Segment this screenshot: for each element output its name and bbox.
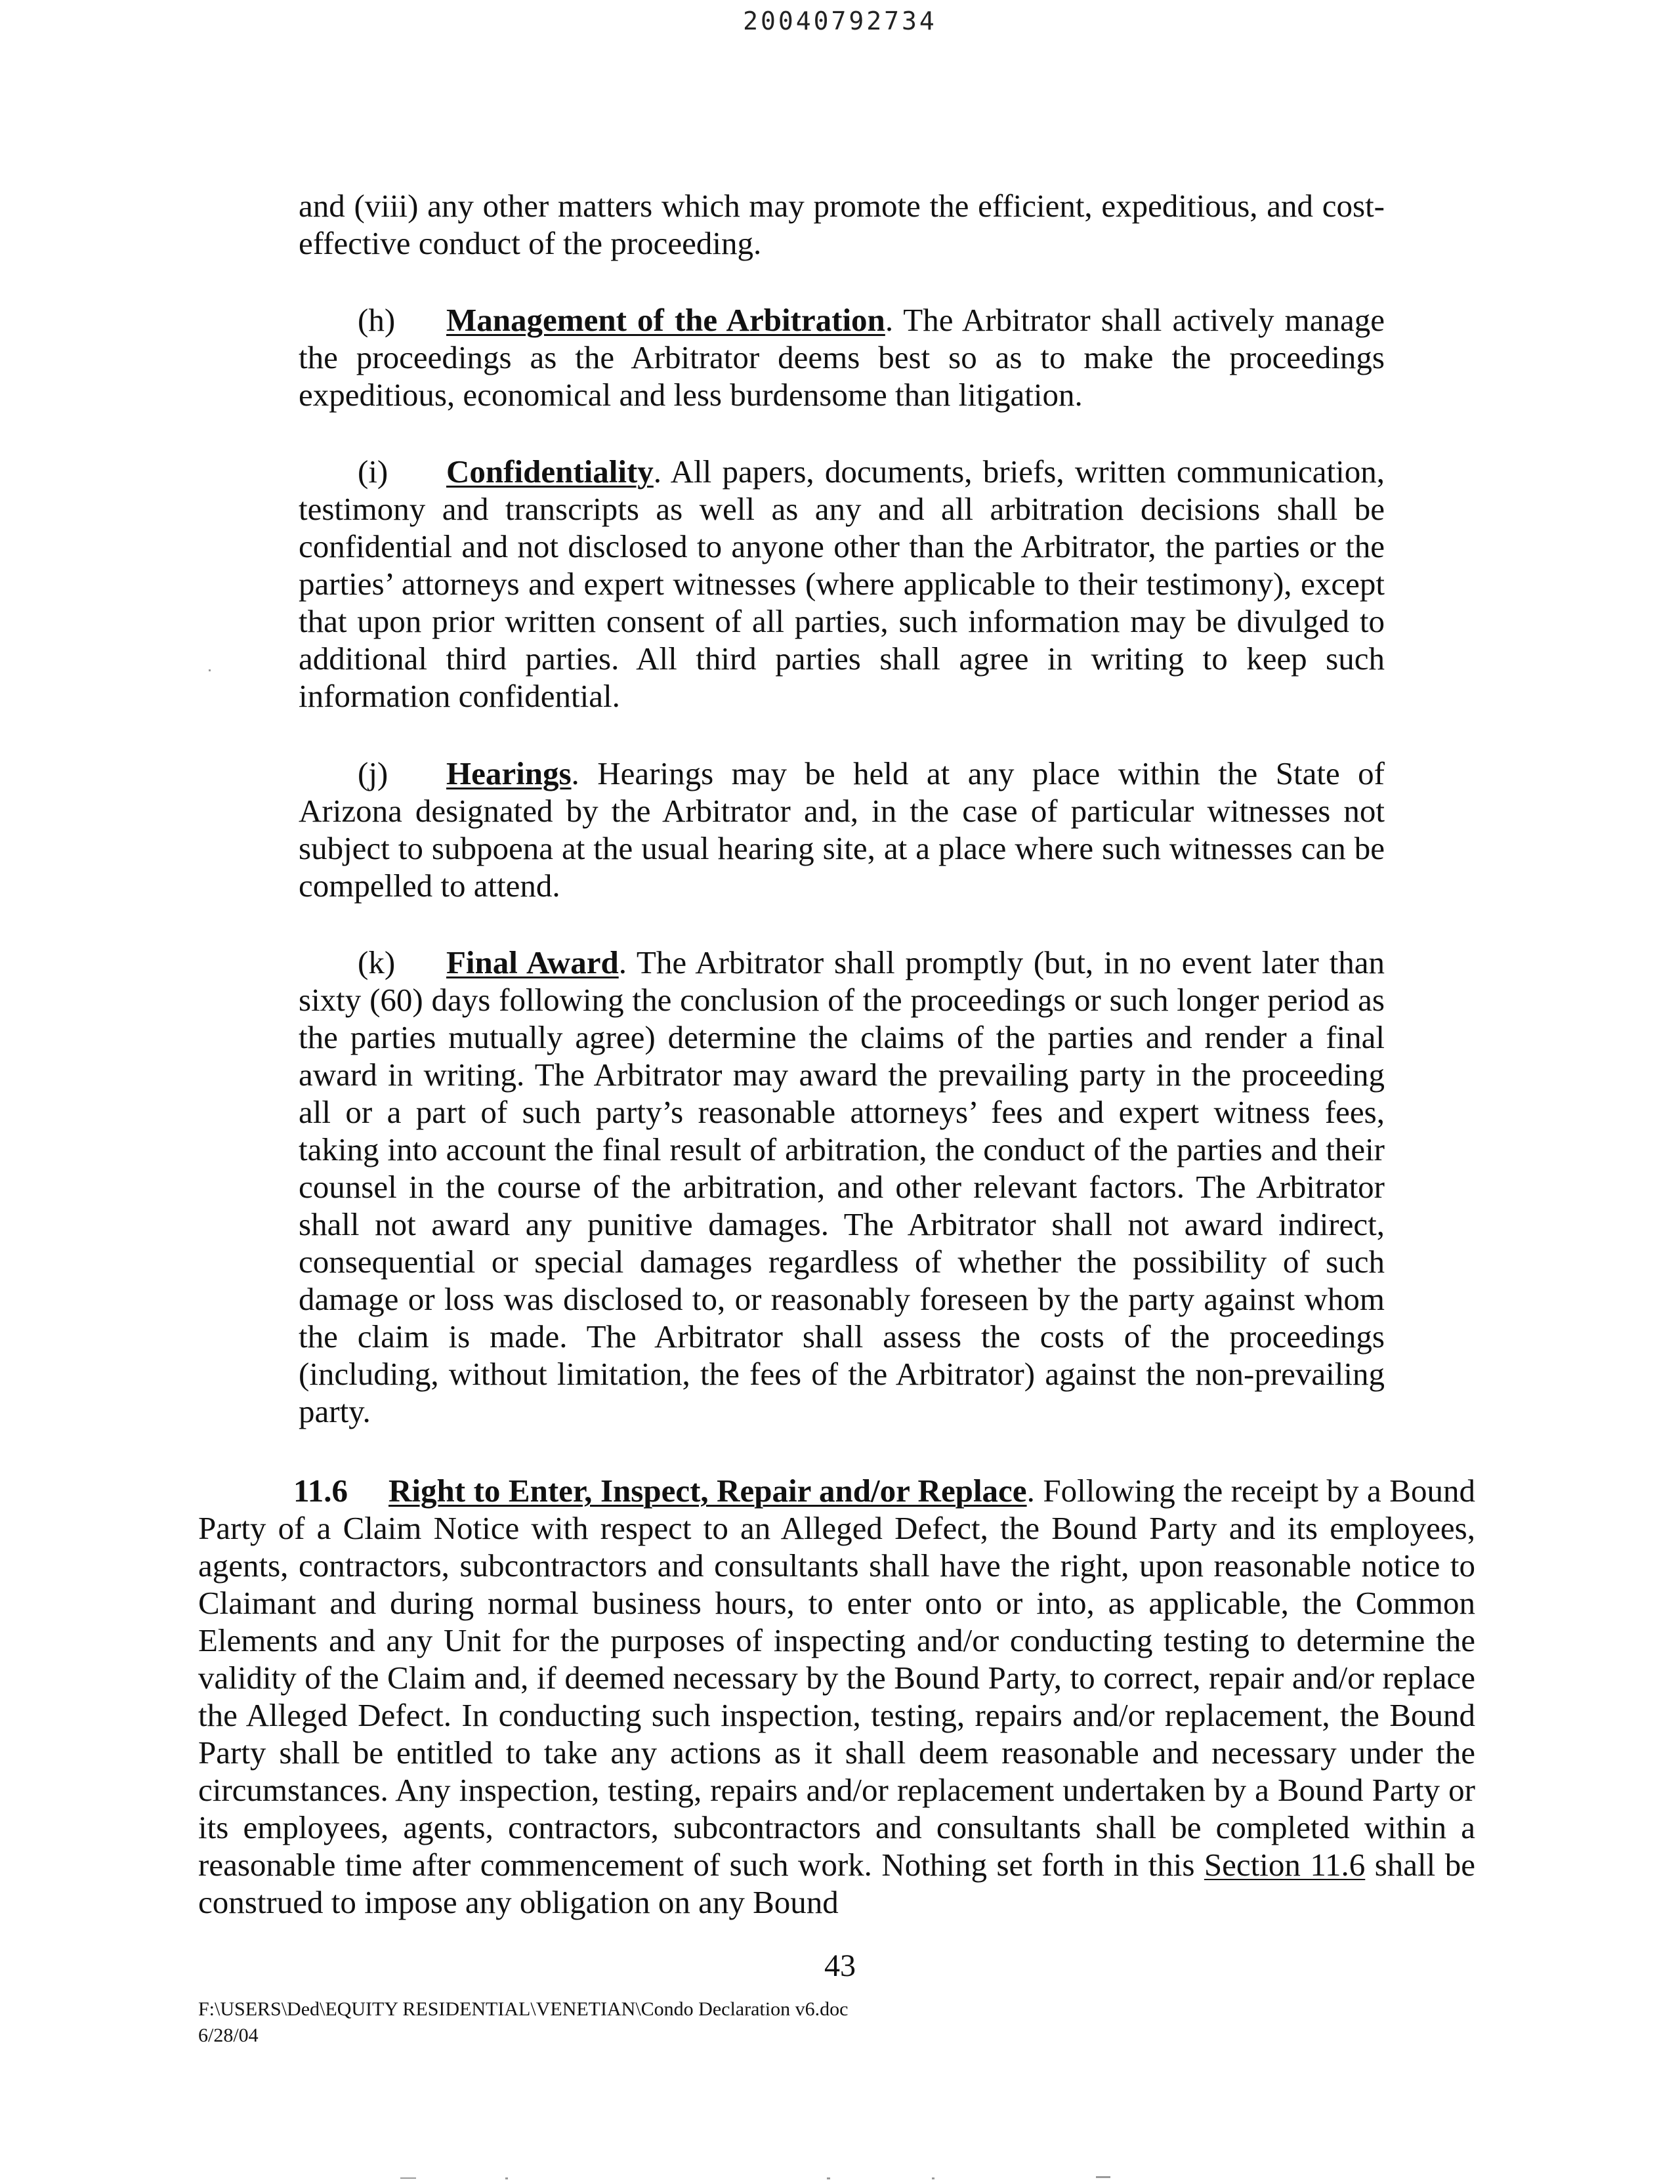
paragraph-h — [299, 301, 1385, 413]
paragraph-continuation — [299, 187, 1385, 262]
scan-speck — [827, 2177, 830, 2179]
section-11-6-number: 11.6 — [293, 1473, 348, 1509]
paragraph-i-marker: (i) — [358, 453, 388, 490]
scan-speck — [209, 669, 211, 671]
section-11-6-reference: Section 11.6 — [1204, 1847, 1366, 1883]
paragraph-k-marker: (k) — [358, 944, 396, 980]
paragraph-k-text: . The Arbitrator shall promptly (but, in no event later than sixty (60) days following the conclusion of the proceedings or such longer period as the parties mutually agree) determine the claims of the parties and render a final award in writing. The Arbitrator may award the prevailing party in the proceeding all or a part of such party’s reasonable attorneys’ fees and expert witness fees, taking into account the final result of arbitration, the conduct of the parties and their counsel in the course of the arbitration, and other relevant factors. The Arbitrator shall not award any punitive damages. The Arbitrator shall not award indirect, consequential or special damages regardless of whether the possibility of such damage or loss was disclosed to, or reasonably foreseen by the party against whom the claim is made. The Arbitrator shall assess the costs of the proceedings (including, without limitation, the fees of the Arbitrator) against the non-prevailing party. — [299, 944, 1385, 1429]
footer-file-path: F:\USERS\Ded\EQUITY RESIDENTIAL\VENETIAN\Condo Declaration v6.doc — [198, 1998, 849, 2020]
paragraph-h-heading: Management of the Arbitration — [446, 302, 885, 338]
paragraph-i-heading: Confidentiality — [446, 453, 654, 490]
scan-speck — [505, 2177, 508, 2179]
paragraph-h-marker: (h) — [358, 302, 396, 338]
paragraph-j — [299, 755, 1385, 904]
page-number: 43 — [824, 1948, 856, 1983]
document-number: 20040792734 — [743, 7, 937, 35]
scan-speck — [400, 2177, 416, 2179]
paragraph-j-marker: (j) — [358, 755, 388, 791]
paragraph-j-heading: Hearings — [446, 755, 572, 791]
scan-speck — [932, 2177, 934, 2179]
paragraph-h-text: . The Arbitrator shall actively manage the proceedings as the Arbitrator deems best so as to make the proceedings expeditious, economical and less burdensome than litigation. — [299, 302, 1385, 413]
scan-speck — [1096, 2176, 1110, 2178]
paragraph-k-heading: Final Award — [446, 944, 619, 980]
footer — [198, 1996, 848, 2049]
section-11-6-heading: Right to Enter, Inspect, Repair and/or Replace — [388, 1473, 1027, 1509]
section-11-6 — [198, 1472, 1475, 1921]
continuation-text: and (viii) any other matters which may promote the efficient, expeditious, and cost-effective conduct of the proceeding. — [299, 188, 1385, 261]
footer-date: 6/28/04 — [198, 2025, 259, 2046]
paragraph-k — [299, 944, 1385, 1430]
section-11-6-text-end: shall be construed to impose any obligation on any Bound — [198, 1847, 1475, 1920]
paragraph-j-text: . Hearings may be held at any place within the State of Arizona designated by the Arbitrator and, in the case of particular witnesses not subject to subpoena at the usual hearing site, at a place where such witnesses can be compelled to attend. — [299, 755, 1385, 904]
paragraph-i-text: . All papers, documents, briefs, written communication, testimony and transcripts as well as any and all arbitration decisions shall be confidential and not disclosed to anyone other than the Arbitrator, the parties or the parties’ attorneys and expert witnesses (where applicable to their testimony), except that upon prior written consent of all parties, such information may be divulged to additional third parties. All third parties shall agree in writing to keep such information confidential. — [299, 453, 1385, 714]
section-11-6-text: . Following the receipt by a Bound Party of a Claim Notice with respect to an Alleged Defect, the Bound Party and its employees, agents, contractors, subcontractors and consultants shall have the right, upon reasonable notice to Claimant and during normal business hours, to enter onto or into, as applicable, the Common Elements and any Unit for the purposes of inspecting and/or conducting testing to determine the validity of the Claim and, if deemed necessary by the Bound Party, to correct, repair and/or replace the Alleged Defect. In conducting such inspection, testing, repairs and/or replacement, the Bound Party shall be entitled to take any actions as it shall deem reasonable and necessary under the circumstances. Any inspection, testing, repairs and/or replacement undertaken by a Bound Party or its employees, agents, contractors, subcontractors and consultants shall be completed within a reasonable time after commencement of such work. Nothing set forth in this — [198, 1473, 1475, 1883]
paragraph-i — [299, 453, 1385, 715]
